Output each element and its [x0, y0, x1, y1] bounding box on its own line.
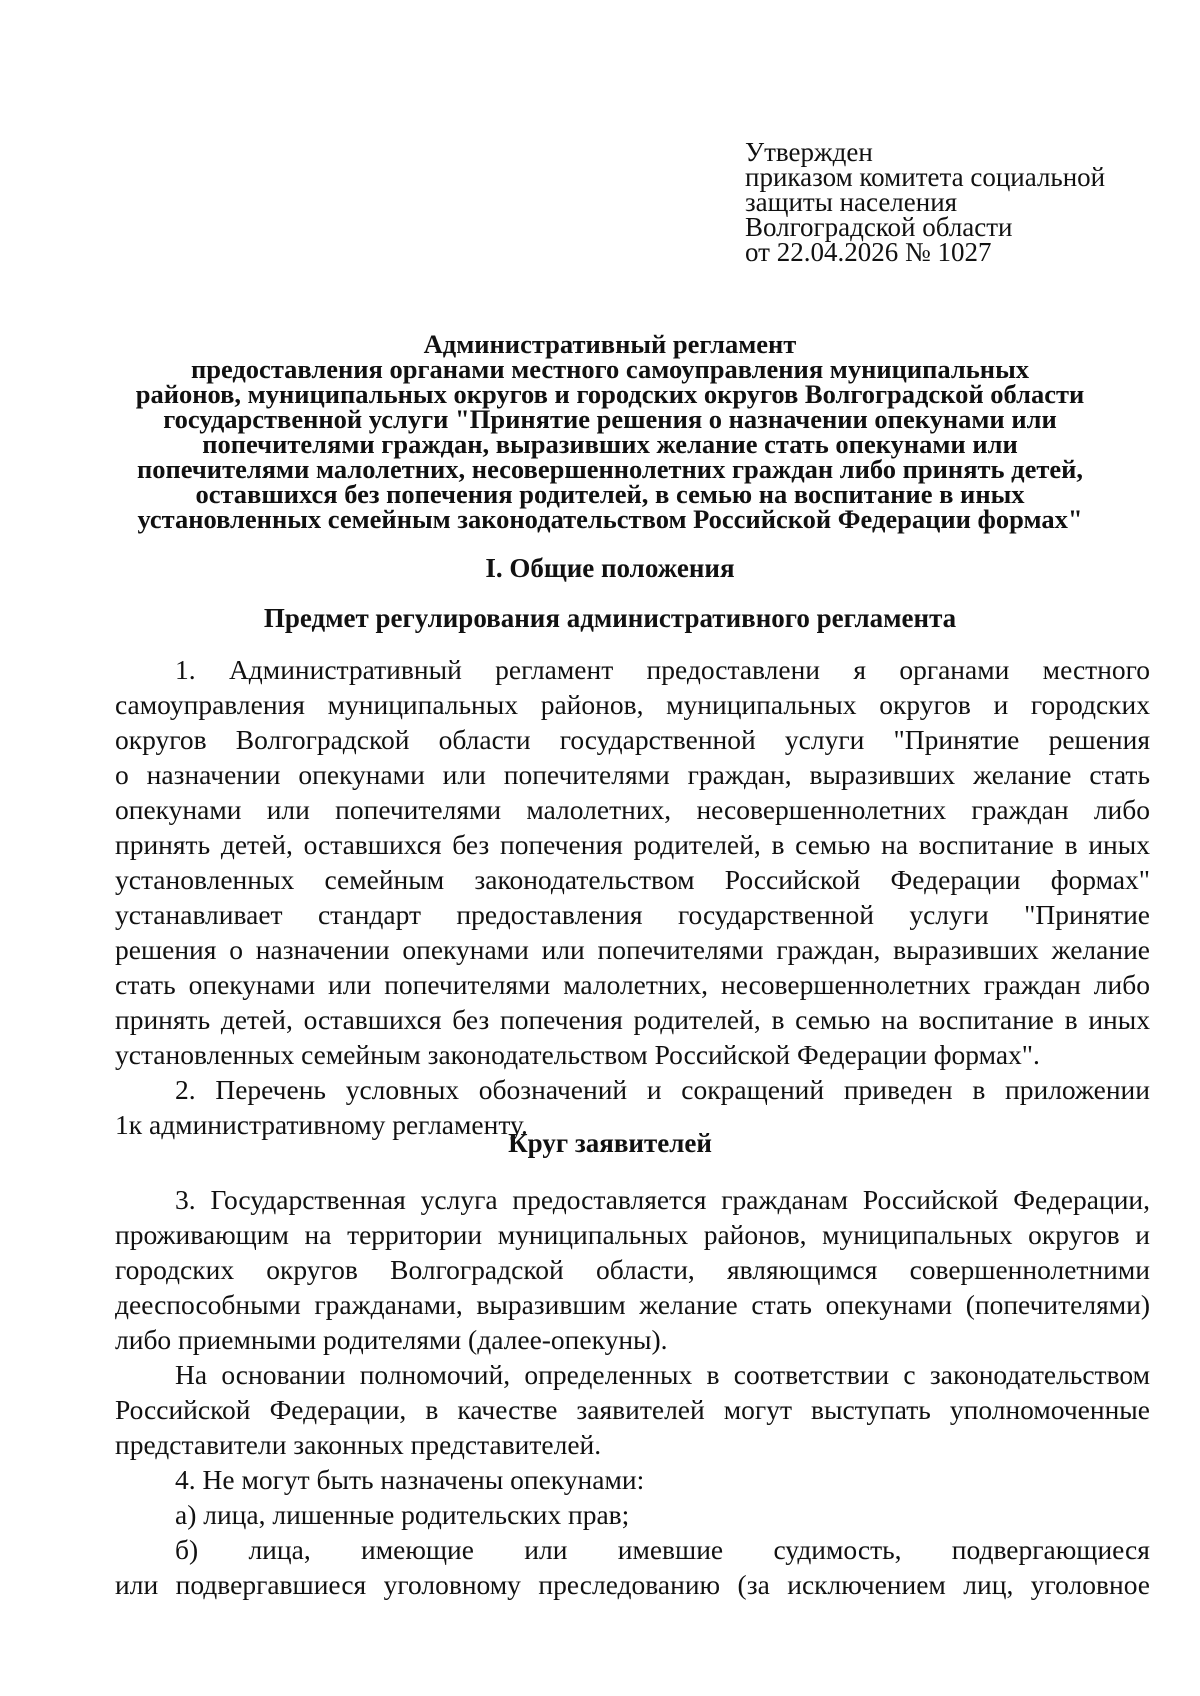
section-heading: I. Общие положения	[485, 553, 735, 583]
word: лица,	[248, 1534, 311, 1565]
paragraph-1	[115, 652, 1150, 1142]
paragraph-line: представители законных представителей.	[115, 1429, 602, 1460]
approval-line: Волгоградской области	[745, 212, 1013, 242]
word: или	[524, 1534, 568, 1565]
paragraph-line: дееспособными гражданами, выразившим желание стать опекунами (попечителями)	[115, 1289, 1150, 1320]
approval-stamp	[745, 137, 1165, 267]
word: подвергающиеся	[951, 1534, 1150, 1565]
paragraph-line: принять детей, оставшихся без попечения родителей, в семью на воспитание в иных	[115, 1004, 1150, 1035]
approval-line: защиты населения	[745, 187, 958, 217]
word: судимость,	[773, 1534, 902, 1565]
title-line: попечителями граждан, выразивших желание стать опекунами или	[202, 429, 1018, 459]
paragraph-line: установленных семейным законодательством Российской Федерации формах"	[115, 864, 1150, 895]
approval-line: от 22.04.2026 № 1027	[745, 237, 992, 267]
paragraph-line: 2. Перечень условных обозначений и сокращений приведен в приложении	[175, 1074, 1150, 1105]
approval-line: приказом комитета социальной	[745, 162, 1106, 192]
paragraph-line: опекунами или попечителями малолетних, несовершеннолетних граждан либо	[115, 794, 1150, 825]
document-title	[110, 329, 1110, 534]
title-line: попечителями малолетних, несовершеннолетних граждан либо принять детей,	[136, 454, 1084, 484]
paragraph-line: 4. Не могут быть назначены опекунами:	[175, 1464, 645, 1495]
title-line: государственной услуги "Принятие решения о назначении опекунами или	[163, 404, 1057, 434]
word: имевшие	[617, 1534, 724, 1565]
paragraph-line: Российской Федерации, в качестве заявителей могут выступать уполномоченные	[115, 1394, 1150, 1425]
paragraph-line: или подвергавшиеся уголовному преследованию (за исключением лиц, уголовное	[115, 1569, 1150, 1600]
paragraph-line: устанавливает стандарт предоставления государственной услуги "Принятие	[115, 899, 1150, 930]
title-line: установленных семейным законодательством Российской Федерации формах"	[137, 504, 1083, 534]
paragraph-line: о назначении опекунами или попечителями граждан, выразивших желание стать	[115, 759, 1150, 790]
paragraph-line: округов Волгоградской области государственной услуги "Принятие решения	[115, 724, 1150, 755]
paragraph-3	[115, 1182, 1150, 1602]
approval-line: Утвержден	[745, 137, 873, 167]
paragraph-line: либо приемными родителями (далее-опекуны).	[115, 1324, 668, 1355]
paragraph-line: На основании полномочий, определенных в соответствии с законодательством	[175, 1359, 1150, 1390]
paragraph-line: решения о назначении опекунами или попечителями граждан, выразивших желание	[115, 934, 1150, 965]
paragraph-line: 3. Государственная услуга предоставляется гражданам Российской Федерации,	[175, 1184, 1150, 1215]
word: б)	[175, 1534, 199, 1565]
paragraph-line: стать опекунами или попечителями малолетних, несовершеннолетних граждан либо	[115, 969, 1150, 1000]
paragraph-line	[115, 1532, 1150, 1567]
section-heading: Круг заявителей	[508, 1128, 712, 1158]
paragraph-line: 1к административному регламенту.	[115, 1109, 528, 1140]
paragraph-line: проживающим на территории муниципальных районов, муниципальных округов и	[115, 1219, 1150, 1250]
subsection-heading: Предмет регулирования административного регламента	[263, 603, 957, 633]
title-line: оставшихся без попечения родителей, в семью на воспитание в иных	[195, 479, 1025, 509]
title-line: Административный регламент	[423, 329, 797, 359]
paragraph-line: самоуправления муниципальных районов, муниципальных округов и городских	[115, 689, 1150, 720]
paragraph-line: принять детей, оставшихся без попечения родителей, в семью на воспитание в иных	[115, 829, 1150, 860]
paragraph-line: а) лица, лишенные родительских прав;	[175, 1499, 630, 1530]
title-line: предоставления органами местного самоуправления муниципальных	[190, 354, 1030, 384]
paragraph-line: городских округов Волгоградской области, являющимся совершеннолетними	[115, 1254, 1150, 1285]
paragraph-line: установленных семейным законодательством Российской Федерации формах".	[115, 1039, 1040, 1070]
title-line: районов, муниципальных округов и городских округов Волгоградской области	[135, 379, 1085, 409]
word: имеющие	[361, 1534, 474, 1565]
paragraph-line: 1. Административный регламент предоставлени я органами местного	[175, 654, 1150, 685]
